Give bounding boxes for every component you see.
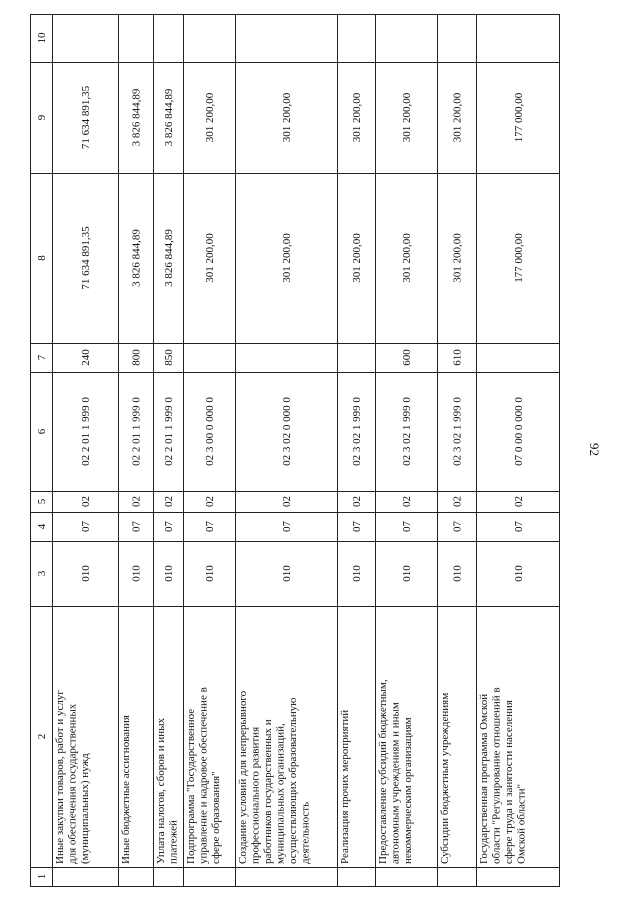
cell-amount-8: 301 200,00 [451, 233, 464, 283]
cell-name-line: Предоставление субсидий бюджетным, [377, 679, 389, 864]
cell-name-line: осуществляющих образовательную [287, 697, 299, 864]
cell-col4: 07 [401, 521, 413, 532]
header-cell-6: 6 [36, 428, 48, 435]
cell-amount-9: 177 000,00 [513, 92, 525, 143]
cell-col3: 010 [80, 565, 92, 582]
cell-name-line: платежей [167, 820, 180, 864]
cell-name-line: Иные закупки товаров, работ и услуг [54, 690, 66, 864]
cell-target-code: 02 3 02 1 999 0 [351, 397, 363, 466]
header-cell-5: 5 [36, 498, 48, 505]
cell-name-line: Создание условий для непрерывного [237, 690, 249, 864]
cell-col4: 07 [130, 521, 143, 532]
budget-table [30, 10, 560, 890]
header-cell-9: 9 [36, 114, 48, 121]
cell-col5: 02 [281, 496, 293, 507]
cell-target-code: 02 3 02 1 999 0 [401, 397, 413, 466]
cell-name-line: Иные бюджетные ассигнования [120, 715, 132, 864]
cell-name-line: сфере образования" [210, 771, 222, 864]
cell-amount-9: 3 826 844,89 [163, 88, 175, 147]
cell-col5: 02 [351, 496, 363, 507]
cell-target-code: 07 0 00 0 000 0 [513, 397, 525, 466]
cell-amount-8: 301 200,00 [281, 233, 293, 283]
cell-target-code: 02 3 02 1 999 0 [451, 397, 464, 466]
cell-name-line: некоммерческим организациям [402, 717, 414, 864]
cell-name-line: работников государственных и [262, 719, 274, 864]
header-cell-8: 8 [36, 255, 48, 261]
header-cell-7: 7 [36, 354, 48, 361]
cell-col3: 010 [204, 565, 216, 582]
page-number: 92 [587, 443, 602, 456]
cell-name-line: муниципальных организаций, [274, 723, 287, 864]
cell-target-code: 02 2 01 1 999 0 [80, 397, 92, 466]
cell-name-line: Омской области" [515, 784, 528, 864]
cell-amount-9: 301 200,00 [204, 92, 216, 143]
cell-name-line: Реализация прочих мероприятий [339, 709, 351, 864]
cell-amount-9: 71 634 891,35 [80, 85, 92, 150]
cell-name-line: автономным учреждениям и иным [389, 702, 402, 864]
cell-col7: 800 [130, 349, 143, 366]
cell-target-code: 02 3 00 0 000 0 [204, 397, 216, 466]
cell-target-code: 02 3 02 0 000 0 [281, 397, 293, 466]
cell-name-line: деятельность [299, 801, 312, 864]
cell-name-line: (муниципальных) нужд [79, 753, 91, 864]
cell-name-line: Субсидии бюджетным учреждениям [439, 692, 451, 864]
cell-col5: 02 [130, 496, 143, 507]
cell-amount-8: 301 200,00 [351, 233, 363, 283]
cell-col5: 02 [401, 496, 413, 507]
cell-amount-9: 301 200,00 [351, 92, 363, 143]
cell-amount-8: 3 826 844,89 [130, 229, 143, 287]
cell-amount-9: 301 200,00 [451, 92, 464, 143]
cell-col3: 010 [281, 565, 293, 582]
cell-col5: 02 [80, 496, 92, 507]
header-cell-4: 4 [36, 523, 48, 530]
cell-col4: 07 [451, 521, 464, 532]
cell-target-code: 02 2 01 1 999 0 [163, 397, 175, 466]
cell-amount-9: 301 200,00 [281, 92, 293, 143]
cell-name-line: профессионального развития [249, 726, 262, 864]
cell-col3: 010 [163, 565, 175, 582]
cell-col4: 07 [163, 521, 175, 532]
cell-col5: 02 [163, 496, 175, 507]
cell-amount-8: 301 200,00 [401, 233, 413, 283]
cell-name-line: Уплата налогов, сборов и иных [155, 717, 167, 864]
cell-amount-8: 177 000,00 [513, 233, 525, 283]
cell-col4: 07 [80, 521, 92, 532]
cell-col7: 240 [80, 349, 92, 366]
header-cell-1: 1 [36, 873, 48, 880]
cell-col5: 02 [513, 496, 525, 507]
cell-target-code: 02 2 01 1 999 0 [130, 397, 143, 466]
cell-name-line: сфере труда и занятости населения [503, 700, 515, 864]
cell-col4: 07 [204, 521, 216, 532]
cell-col3: 010 [451, 565, 464, 582]
cell-col3: 010 [351, 565, 363, 582]
cell-amount-8: 71 634 891,35 [80, 226, 92, 290]
cell-name-line: Государственная программа Омской [478, 693, 490, 864]
cell-amount-9: 3 826 844,89 [130, 88, 143, 147]
cell-col7: 850 [163, 349, 175, 366]
cell-amount-9: 301 200,00 [401, 92, 413, 143]
cell-col4: 07 [513, 521, 525, 532]
cell-col7: 610 [451, 349, 464, 366]
header-cell-2: 2 [36, 733, 48, 740]
header-cell-3: 3 [36, 570, 48, 577]
cell-col4: 07 [281, 521, 293, 532]
cell-col5: 02 [451, 496, 464, 507]
cell-amount-8: 3 826 844,89 [163, 229, 175, 287]
cell-col4: 07 [351, 521, 363, 532]
cell-name-line: управление и кадровое обеспечение в [197, 687, 210, 864]
header-cell-10: 10 [36, 32, 48, 44]
cell-col5: 02 [204, 496, 216, 507]
cell-name-line: области "Регулирование отношений в [490, 687, 503, 864]
cell-amount-8: 301 200,00 [204, 233, 216, 283]
cell-name-line: для обеспечения государственных [66, 703, 79, 864]
cell-col7: 600 [401, 349, 413, 366]
cell-col3: 010 [130, 565, 143, 582]
cell-col3: 010 [513, 565, 525, 582]
cell-name-line: Подпрограмма "Государственное [185, 708, 197, 864]
cell-col3: 010 [401, 565, 413, 582]
